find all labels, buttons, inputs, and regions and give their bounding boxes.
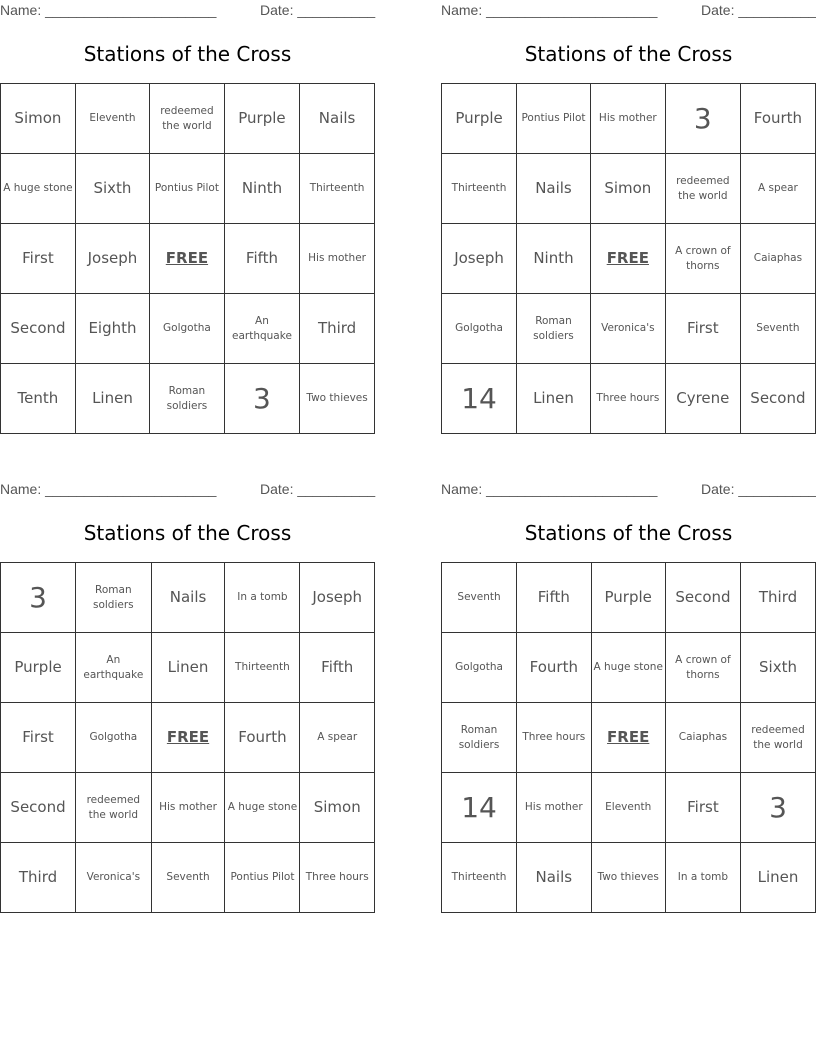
bingo-cell[interactable]: Simon	[1, 84, 76, 154]
name-field[interactable]: Name: ______________________	[441, 481, 658, 497]
bingo-cell[interactable]: Roman soldiers	[442, 703, 517, 773]
grid-row	[442, 843, 816, 913]
bingo-cell[interactable]: Pontius Pilot	[150, 154, 225, 224]
bingo-grid	[441, 562, 816, 913]
bingo-cell[interactable]: Three hours	[590, 364, 665, 434]
bingo-cell[interactable]: Eighth	[75, 294, 149, 364]
bingo-cell[interactable]: Pontius Pilot	[225, 843, 300, 913]
card-title: Stations of the Cross	[83, 521, 292, 545]
bingo-cell[interactable]: Linen	[75, 364, 149, 434]
bingo-cell[interactable]: First	[665, 773, 740, 843]
bingo-cell[interactable]: Roman soldiers	[76, 563, 152, 633]
bingo-cell[interactable]: His mother	[300, 224, 375, 294]
card-title: Stations of the Cross	[524, 521, 733, 545]
bingo-cell[interactable]: Eleventh	[75, 84, 149, 154]
bingo-cell[interactable]: In a tomb	[225, 563, 300, 633]
bingo-cell[interactable]: A huge stone	[1, 154, 76, 224]
bingo-grid	[0, 562, 375, 913]
bingo-cell[interactable]: Sixth	[75, 154, 149, 224]
bingo-cell[interactable]: A huge stone	[591, 633, 665, 703]
bingo-cell[interactable]: A spear	[300, 703, 375, 773]
bingo-cell[interactable]: Roman soldiers	[150, 364, 225, 434]
bingo-cell[interactable]: First	[665, 294, 740, 364]
grid-row	[442, 224, 816, 294]
grid-row	[1, 154, 375, 224]
bingo-cell[interactable]: His mother	[590, 84, 665, 154]
bingo-cell[interactable]: Fourth	[740, 84, 815, 154]
bingo-cell[interactable]: Three hours	[300, 843, 375, 913]
bingo-cell[interactable]: Purple	[224, 84, 299, 154]
free-space-cell[interactable]: FREE	[591, 703, 665, 773]
bingo-cell[interactable]: Veronica's	[76, 843, 152, 913]
bingo-grid	[0, 83, 375, 434]
bingo-cell[interactable]: Third	[1, 843, 76, 913]
bingo-cell[interactable]: Cyrene	[665, 364, 740, 434]
bingo-cell[interactable]: Third	[300, 294, 375, 364]
bingo-cell[interactable]: First	[1, 703, 76, 773]
grid-row	[1, 633, 375, 703]
bingo-cell[interactable]: Seventh	[442, 563, 517, 633]
grid-row	[442, 364, 816, 434]
bingo-cell[interactable]: redeemed the world	[665, 154, 740, 224]
bingo-cell[interactable]: Two thieves	[300, 364, 375, 434]
bingo-cell[interactable]: Golgotha	[442, 294, 517, 364]
bingo-cell[interactable]: Golgotha	[442, 633, 517, 703]
grid-row	[1, 563, 375, 633]
date-field[interactable]: Date: __________	[701, 2, 816, 18]
bingo-cell[interactable]: Second	[740, 364, 815, 434]
bingo-cell[interactable]: Thirteenth	[300, 154, 375, 224]
bingo-cell[interactable]: Linen	[741, 843, 816, 913]
free-space-cell[interactable]: FREE	[590, 224, 665, 294]
bingo-cell[interactable]: His mother	[517, 773, 591, 843]
grid-row	[1, 773, 375, 843]
bingo-cell[interactable]: 3	[1, 563, 76, 633]
bingo-cell[interactable]: A huge stone	[225, 773, 300, 843]
bingo-cell[interactable]: Nails	[517, 154, 591, 224]
grid-row	[442, 563, 816, 633]
bingo-cell[interactable]: An earthquake	[76, 633, 152, 703]
bingo-cell[interactable]: A crown of thorns	[665, 633, 740, 703]
bingo-cell[interactable]: Joseph	[442, 224, 517, 294]
bingo-cell[interactable]: Seventh	[151, 843, 225, 913]
free-space-cell[interactable]: FREE	[151, 703, 225, 773]
bingo-cell[interactable]: Golgotha	[76, 703, 152, 773]
bingo-cell[interactable]: Simon	[300, 773, 375, 843]
bingo-cell[interactable]: Fifth	[517, 563, 591, 633]
bingo-cell[interactable]: redeemed the world	[150, 84, 225, 154]
bingo-cell[interactable]: 14	[442, 364, 517, 434]
bingo-cell[interactable]: An earthquake	[224, 294, 299, 364]
card-title: Stations of the Cross	[524, 42, 733, 66]
bingo-cell[interactable]: Third	[741, 563, 816, 633]
bingo-cell[interactable]: 3	[665, 84, 740, 154]
date-field[interactable]: Date: __________	[260, 2, 376, 18]
bingo-grid	[441, 83, 816, 434]
bingo-cell[interactable]: A crown of thorns	[665, 224, 740, 294]
bingo-cell[interactable]: Purple	[591, 563, 665, 633]
card-header	[441, 479, 816, 501]
free-space-cell[interactable]: FREE	[150, 224, 225, 294]
grid-row	[1, 224, 375, 294]
bingo-cell[interactable]: Fifth	[300, 633, 375, 703]
name-field[interactable]: Name: ______________________	[0, 2, 217, 18]
bingo-cell[interactable]: Joseph	[75, 224, 149, 294]
bingo-cell[interactable]: In a tomb	[665, 843, 740, 913]
bingo-cell[interactable]: Two thieves	[591, 843, 665, 913]
bingo-cell[interactable]: A spear	[740, 154, 815, 224]
bingo-cell[interactable]: Fifth	[224, 224, 299, 294]
bingo-cell[interactable]: Three hours	[517, 703, 591, 773]
card-title: Stations of the Cross	[83, 42, 292, 66]
grid-row	[442, 773, 816, 843]
bingo-cell[interactable]: Caiaphas	[665, 703, 740, 773]
bingo-cell[interactable]: Fourth	[225, 703, 300, 773]
grid-row	[442, 703, 816, 773]
bingo-cell[interactable]: Pontius Pilot	[517, 84, 591, 154]
bingo-cell[interactable]: Veronica's	[590, 294, 665, 364]
grid-row	[442, 294, 816, 364]
bingo-cell[interactable]: First	[1, 224, 76, 294]
bingo-cell[interactable]: Ninth	[224, 154, 299, 224]
name-field[interactable]: Name: ______________________	[441, 2, 658, 18]
card-header	[441, 0, 816, 22]
bingo-cell[interactable]: Nails	[151, 563, 225, 633]
bingo-cell[interactable]: Simon	[590, 154, 665, 224]
bingo-cell[interactable]: Second	[665, 563, 740, 633]
date-field[interactable]: Date: __________	[701, 481, 816, 497]
grid-row	[1, 703, 375, 773]
grid-row	[442, 154, 816, 224]
bingo-cell[interactable]: Sixth	[741, 633, 816, 703]
bingo-cell[interactable]: redeemed the world	[741, 703, 816, 773]
grid-row	[1, 843, 375, 913]
bingo-cell[interactable]: Linen	[517, 364, 591, 434]
bingo-cell[interactable]: Thirteenth	[442, 843, 517, 913]
date-field[interactable]: Date: __________	[260, 481, 376, 497]
bingo-cell[interactable]: Purple	[442, 84, 517, 154]
bingo-cell[interactable]: Tenth	[1, 364, 76, 434]
bingo-cell[interactable]: Joseph	[300, 563, 375, 633]
grid-row	[1, 364, 375, 434]
bingo-cell[interactable]: Seventh	[740, 294, 815, 364]
card-header	[0, 479, 375, 501]
name-field[interactable]: Name: ______________________	[0, 481, 217, 497]
bingo-cell[interactable]: Nails	[300, 84, 375, 154]
bingo-cell[interactable]: Golgotha	[150, 294, 225, 364]
bingo-cell[interactable]: Fourth	[517, 633, 591, 703]
grid-row	[442, 633, 816, 703]
bingo-cell[interactable]: Nails	[517, 843, 591, 913]
grid-row	[1, 294, 375, 364]
grid-row	[442, 84, 816, 154]
bingo-cell[interactable]: 3	[224, 364, 299, 434]
grid-row	[1, 84, 375, 154]
bingo-cell[interactable]: Ninth	[517, 224, 591, 294]
bingo-cell[interactable]: Roman soldiers	[517, 294, 591, 364]
bingo-cell[interactable]: Thirteenth	[225, 633, 300, 703]
bingo-cell[interactable]: Linen	[151, 633, 225, 703]
bingo-cell[interactable]: redeemed the world	[76, 773, 152, 843]
card-header	[0, 0, 375, 22]
bingo-cell[interactable]: Thirteenth	[442, 154, 517, 224]
bingo-cell[interactable]: 14	[442, 773, 517, 843]
bingo-cell[interactable]: His mother	[151, 773, 225, 843]
bingo-cell[interactable]: Purple	[1, 633, 76, 703]
bingo-cell[interactable]: Second	[1, 294, 76, 364]
bingo-cell[interactable]: Eleventh	[591, 773, 665, 843]
bingo-cell[interactable]: 3	[741, 773, 816, 843]
bingo-cell[interactable]: Caiaphas	[740, 224, 815, 294]
bingo-cell[interactable]: Second	[1, 773, 76, 843]
